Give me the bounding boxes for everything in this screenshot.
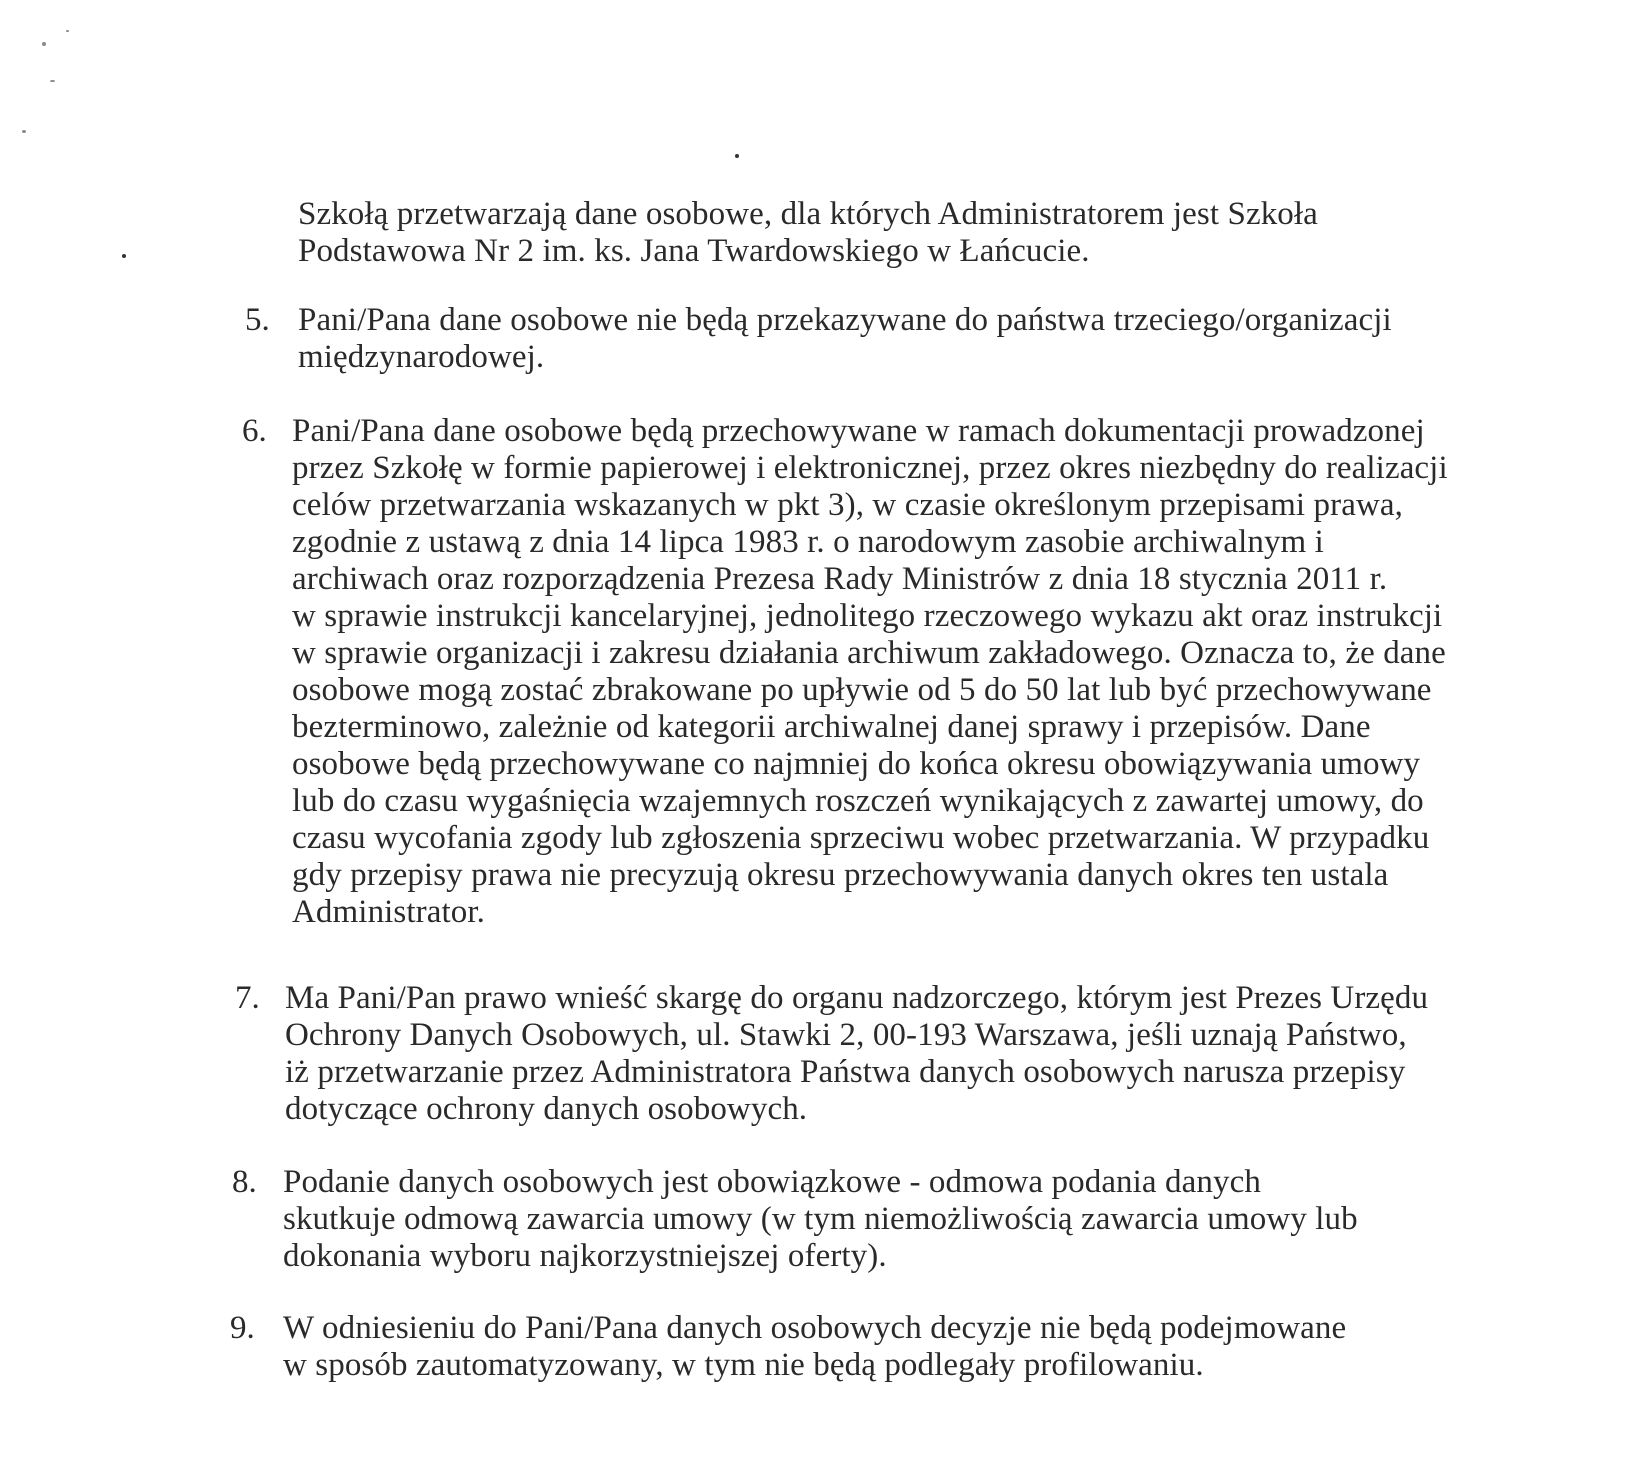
scan-speck xyxy=(42,42,46,46)
paragraph-line: dokonania wyboru najkorzystniejszej oferty). xyxy=(283,1238,887,1274)
item-number: 6. xyxy=(242,413,267,449)
paragraph-line: w sprawie instrukcji kancelaryjnej, jednolitego rzeczowego wykazu akt oraz instrukcji xyxy=(292,598,1443,634)
item-number: 8. xyxy=(232,1164,257,1200)
paragraph-line: bezterminowo, zależnie od kategorii archiwalnej danej sprawy i przepisów. Dane xyxy=(292,709,1371,745)
paragraph-line: w sposób zautomatyzowany, w tym nie będą podlegały profilowaniu. xyxy=(283,1347,1204,1383)
paragraph-line: czasu wycofania zgody lub zgłoszenia sprzeciwu wobec przetwarzania. W przypadku xyxy=(292,820,1430,856)
paragraph-line: osobowe będą przechowywane co najmniej do końca okresu obowiązywania umowy xyxy=(292,746,1421,782)
scan-speck xyxy=(50,80,55,82)
paragraph-line: Administrator. xyxy=(292,894,485,930)
paragraph-line: celów przetwarzania wskazanych w pkt 3), w czasie określonym przepisami prawa, xyxy=(292,487,1404,523)
paragraph-line: dotyczące ochrony danych osobowych. xyxy=(285,1091,808,1127)
scan-speck xyxy=(66,30,69,32)
paragraph-line: gdy przepisy prawa nie precyzują okresu przechowywania danych okres ten ustala xyxy=(292,857,1389,893)
paragraph-line: skutkuje odmową zawarcia umowy (w tym niemożliwością zawarcia umowy lub xyxy=(283,1201,1358,1237)
paragraph-line: przez Szkołę w formie papierowej i elektronicznej, przez okres niezbędny do realizacji xyxy=(292,450,1448,486)
scan-speck xyxy=(735,154,739,158)
paragraph-line: Pani/Pana dane osobowe będą przechowywane w ramach dokumentacji prowadzonej xyxy=(292,413,1425,449)
paragraph-line: w sprawie organizacji i zakresu działania archiwum zakładowego. Oznacza to, że dane xyxy=(292,635,1446,671)
item-number: 5. xyxy=(245,302,270,338)
paragraph-line: Szkołą przetwarzają dane osobowe, dla których Administratorem jest Szkoła xyxy=(298,196,1318,232)
item-7-text xyxy=(285,980,1428,1128)
paragraph-line: zgodnie z ustawą z dnia 14 lipca 1983 r. o narodowym zasobie archiwalnym i xyxy=(292,524,1324,560)
paragraph-line: osobowe mogą zostać zbrakowane po upływie od 5 do 50 lat lub być przechowywane xyxy=(292,672,1432,708)
scan-speck xyxy=(122,254,126,258)
scan-speck xyxy=(22,130,26,133)
paragraph-line: Podstawowa Nr 2 im. ks. Jana Twardowskiego w Łańcucie. xyxy=(298,233,1090,269)
paragraph-line: Ochrony Danych Osobowych, ul. Stawki 2, 00-193 Warszawa, jeśli uznają Państwo, xyxy=(285,1017,1407,1053)
item-6-text xyxy=(292,413,1448,931)
paragraph-line: międzynarodowej. xyxy=(298,339,545,375)
item-5-text xyxy=(298,302,1392,376)
paragraph-line: Podanie danych osobowych jest obowiązkowe - odmowa podania danych xyxy=(283,1164,1261,1200)
paragraph-line: Pani/Pana dane osobowe nie będą przekazywane do państwa trzeciego/organizacji xyxy=(298,302,1392,338)
paragraph-line: lub do czasu wygaśnięcia wzajemnych roszczeń wynikających z zawartej umowy, do xyxy=(292,783,1424,819)
paragraph-line: iż przetwarzanie przez Administratora Państwa danych osobowych narusza przepisy xyxy=(285,1054,1406,1090)
item-number: 9. xyxy=(230,1310,255,1346)
paragraph-line: W odniesieniu do Pani/Pana danych osobowych decyzje nie będą podejmowane xyxy=(283,1310,1347,1346)
paragraph-line: Ma Pani/Pan prawo wnieść skargę do organu nadzorczego, którym jest Prezes Urzędu xyxy=(285,980,1429,1016)
item-number: 7. xyxy=(235,980,260,1016)
item-8-text xyxy=(283,1164,1358,1275)
paragraph-line: archiwach oraz rozporządzenia Prezesa Rady Ministrów z dnia 18 stycznia 2011 r. xyxy=(292,561,1388,597)
continuation-paragraph xyxy=(298,196,1318,270)
item-9-text xyxy=(283,1310,1346,1384)
